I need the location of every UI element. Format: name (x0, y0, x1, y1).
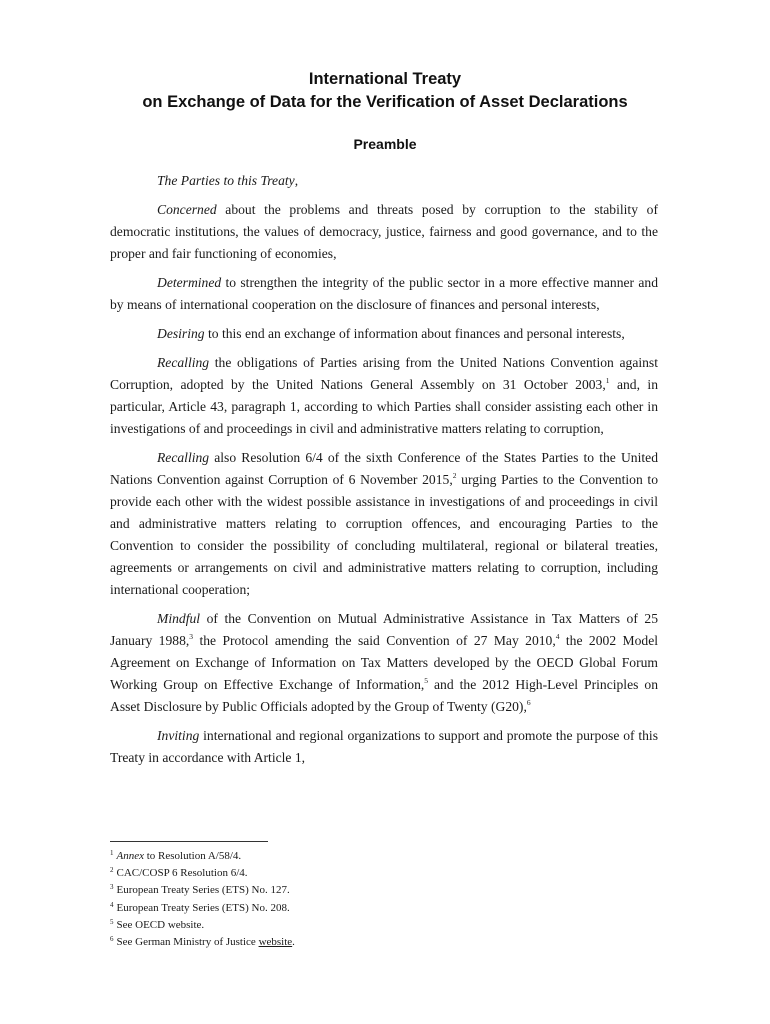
preamble-body (110, 170, 658, 776)
footnote-ref: 5 (424, 676, 429, 685)
paragraph-text: the obligations of Parties arising from the United Nations Convention against Corruption, adopted by the United Nations General Assembly on 31 October 2003, (110, 355, 658, 392)
footnote-number: 3 (110, 883, 114, 892)
website-link[interactable]: website (258, 936, 293, 949)
title-line-1: International Treaty (308, 70, 462, 88)
footnote-italic: Annex (116, 850, 144, 862)
paragraph-text: the 2002 Model Agreement on Exchange of Information on Tax Matters developed by the OECD Global Forum Working Group on Effective Exchange of Information, (110, 633, 659, 692)
paragraph-lead: Inviting (157, 728, 200, 743)
paragraph-text: also Resolution 6/4 of the sixth Conference of the States Parties to the United Nations Convention against Corruption of 6 November 2015, (110, 450, 658, 487)
paragraph-recalling-resolution (110, 447, 658, 601)
paragraph-text: to strengthen the integrity of the public sector in a more effective manner and by means of international cooperation on the disclosure of finances and personal interests, (110, 275, 658, 312)
footnote-1 (110, 848, 670, 865)
paragraph-text: , (294, 173, 299, 188)
paragraph-text: the Protocol amending the said Convention of 27 May 2010, (193, 633, 556, 648)
paragraph-text: and the 2012 High-Level Principles on Asset Disclosure by Public Officials adopted by the Group of Twenty (G20), (110, 677, 658, 714)
footnote-text: See OECD website. (116, 918, 205, 931)
paragraph-determined (110, 272, 658, 316)
paragraph-lead: Recalling (157, 355, 210, 370)
footnote-text: See German Ministry of Justice (116, 936, 259, 949)
footnote-ref: 4 (555, 632, 560, 641)
footnote-number: 6 (110, 935, 114, 944)
footnote-text-end: . (292, 936, 295, 949)
paragraph-lead: Determined (157, 275, 222, 290)
paragraph-mindful (110, 608, 658, 718)
footnote-ref: 3 (189, 632, 194, 641)
footnote-ref: 2 (452, 471, 457, 480)
footnotes (110, 848, 670, 951)
paragraph-concerned (110, 199, 658, 265)
footnote-4 (110, 900, 670, 917)
paragraph-recalling-uncac (110, 352, 658, 440)
footnote-number: 4 (110, 900, 114, 909)
paragraph-lead: Mindful (157, 611, 201, 626)
paragraph-text: to this end an exchange of information about finances and personal interests, (204, 326, 625, 341)
footnote-6 (110, 934, 670, 951)
paragraph-parties (110, 170, 658, 192)
paragraph-text: and, in particular, Article 43, paragraph 1, according to which Parties shall consider assisting each other in investigations of and proceedings in civil and administrative matters relating to corruption, (110, 377, 659, 436)
paragraph-lead: Concerned (157, 202, 217, 217)
footnote-text: to Resolution A/58/4. (143, 850, 242, 862)
document-title (0, 68, 770, 114)
preamble-heading: Preamble (353, 136, 417, 152)
paragraph-text: urging Parties to the Convention to provide each other with the widest possible assistance in investigations of and proceedings in civil and administrative matters relating to corruption offences, and encouraging Parties to the Convention to consider the possibility of concluding multilateral, regional or bilateral treaties, agreements or arrangements on civil and administrative matters relating to corruption, including international cooperation; (110, 472, 658, 597)
footnote-text: European Treaty Series (ETS) No. 208. (116, 901, 290, 914)
paragraph-inviting (110, 725, 658, 769)
footnote-separator (110, 841, 268, 842)
footnote-3 (110, 882, 670, 899)
footnote-text: CAC/COSP 6 Resolution 6/4. (116, 867, 248, 880)
paragraph-lead: Desiring (157, 326, 205, 341)
footnote-number: 1 (110, 849, 114, 857)
paragraph-text: of the Convention on Mutual Administrative Assistance in Tax Matters of 25 January 1988, (110, 611, 658, 648)
paragraph-text: about the problems and threats posed by corruption to the stability of democratic institutions, the values of democracy, justice, fairness and good governance, and to the proper and fair functioning of economies, (110, 202, 658, 261)
footnote-ref: 1 (605, 376, 610, 385)
paragraph-desiring (110, 323, 658, 345)
footnote-number: 2 (110, 866, 114, 875)
title-line-2: on Exchange of Data for the Verification of Asset Declarations (142, 93, 628, 111)
footnote-5 (110, 917, 670, 934)
footnote-2 (110, 865, 670, 882)
paragraph-text: international and regional organizations to support and promote the purpose of this Treaty in accordance with Article 1, (110, 728, 658, 765)
footnote-text: European Treaty Series (ETS) No. 127. (116, 884, 290, 897)
paragraph-lead: Recalling (157, 450, 210, 465)
footnote-ref: 6 (526, 698, 531, 707)
paragraph-lead: The Parties to this Treaty (157, 173, 295, 188)
footnote-number: 5 (110, 917, 114, 926)
